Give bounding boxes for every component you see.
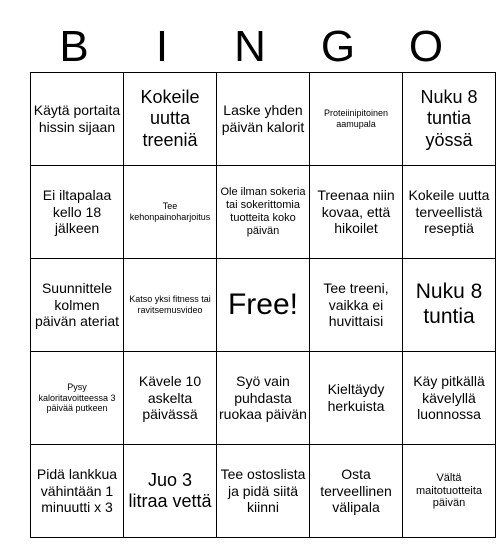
bingo-cell[interactable]: Katso yksi fitness tai ravitsemusvideo <box>124 259 217 352</box>
header-letter-b: B <box>59 22 89 71</box>
header-letter-o: O <box>408 22 444 71</box>
bingo-cell[interactable]: Pysy kaloritavoitteessa 3 päivää putkeen <box>31 352 124 445</box>
bingo-cell[interactable]: Suunnittele kolmen päivän ateriat <box>31 259 124 352</box>
board-row <box>31 73 496 166</box>
bingo-cell[interactable]: Kävele 10 askelta päivässä <box>124 352 217 445</box>
bingo-cell[interactable]: Pidä lankkua vähintään 1 minuutti x 3 <box>31 445 124 538</box>
bingo-cell[interactable]: Treenaa niin kovaa, että hikoilet <box>310 166 403 259</box>
bingo-cell[interactable]: Proteiinipitoinen aamupala <box>310 73 403 166</box>
board-row <box>31 259 496 352</box>
header-letter-i: I <box>155 22 169 71</box>
board-row <box>31 445 496 538</box>
board-row <box>31 352 496 445</box>
bingo-cell[interactable]: Tee treeni, vaikka ei huvittaisi <box>310 259 403 352</box>
board-row <box>31 166 496 259</box>
bingo-cell[interactable]: Kieltäydy herkuista <box>310 352 403 445</box>
bingo-cell[interactable]: Osta terveellinen välipala <box>310 445 403 538</box>
bingo-cell[interactable]: Kokeile uutta terveellistä reseptiä <box>403 166 496 259</box>
bingo-cell[interactable]: Vältä maitotuotteita päivän <box>403 445 496 538</box>
bingo-cell[interactable]: Kokeile uutta treeniä <box>124 73 217 166</box>
header-letter-n: N <box>234 22 266 71</box>
bingo-header <box>30 22 470 72</box>
bingo-cell[interactable]: Syö vain puhdasta ruokaa päivän <box>217 352 310 445</box>
bingo-cell[interactable]: Ei iltapalaa kello 18 jälkeen <box>31 166 124 259</box>
bingo-cell[interactable]: Tee ostoslista ja pidä siitä kiinni <box>217 445 310 538</box>
bingo-cell[interactable]: Juo 3 litraa vettä <box>124 445 217 538</box>
free-cell[interactable]: Free! <box>217 259 310 352</box>
bingo-cell[interactable]: Ole ilman sokeria tai sokerittomia tuotteita koko päivän <box>217 166 310 259</box>
bingo-cell[interactable]: Laske yhden päivän kalorit <box>217 73 310 166</box>
header-letter-g: G <box>320 22 356 71</box>
bingo-cell[interactable]: Käytä portaita hissin sijaan <box>31 73 124 166</box>
bingo-cell[interactable]: Nuku 8 tuntia yössä <box>403 73 496 166</box>
bingo-cell[interactable]: Tee kehonpainoharjoitus <box>124 166 217 259</box>
bingo-cell[interactable]: Käy pitkällä kävelyllä luonnossa <box>403 352 496 445</box>
bingo-cell[interactable]: Nuku 8 tuntia <box>403 259 496 352</box>
bingo-board <box>30 72 496 538</box>
